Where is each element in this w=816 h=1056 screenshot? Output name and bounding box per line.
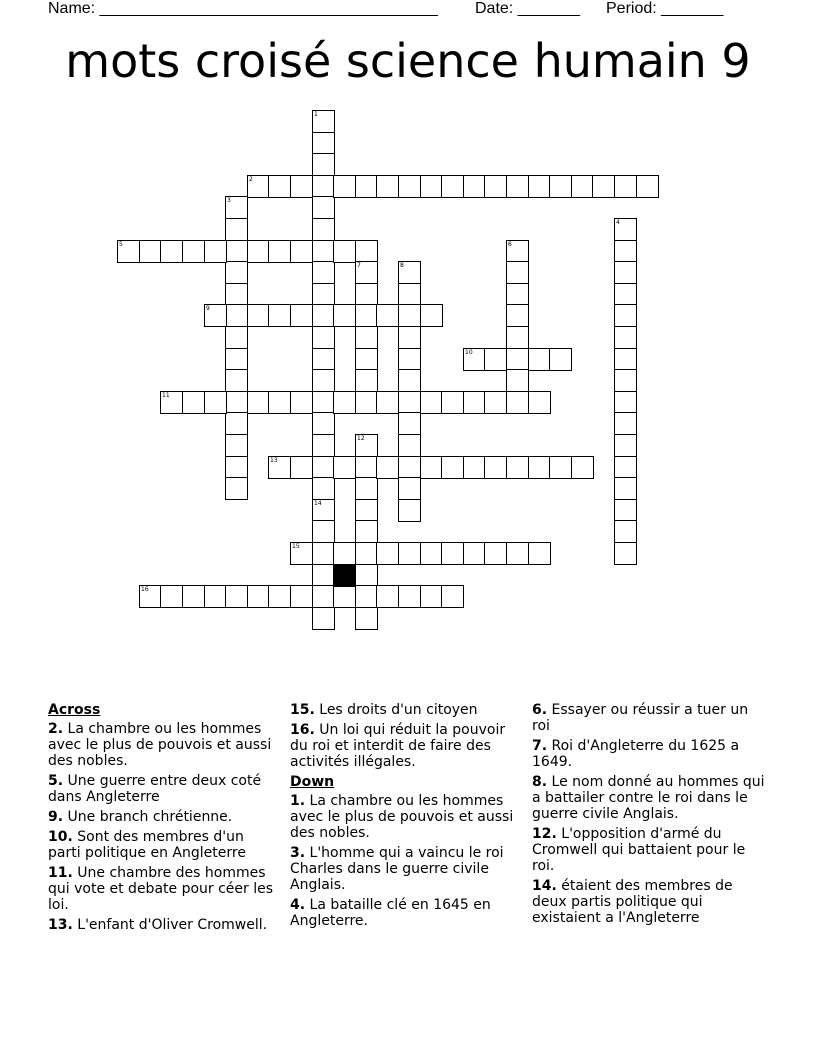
crossword-cell[interactable]: [441, 175, 464, 198]
crossword-cell[interactable]: [506, 304, 529, 327]
crossword-cell[interactable]: [528, 175, 551, 198]
crossword-cell[interactable]: [182, 585, 205, 608]
crossword-cell[interactable]: [355, 283, 378, 306]
crossword-cell[interactable]: [225, 283, 248, 306]
crossword-cell[interactable]: [506, 456, 529, 479]
crossword-black-square: [333, 564, 356, 587]
crossword-cell[interactable]: [398, 585, 421, 608]
crossword-cell[interactable]: [614, 348, 637, 371]
crossword-cell[interactable]: [247, 391, 270, 414]
clue-number: 14: [314, 500, 322, 507]
crossword-cell[interactable]: [160, 240, 183, 263]
crossword-cell[interactable]: [420, 456, 443, 479]
crossword-cell[interactable]: [376, 391, 399, 414]
crossword-cell[interactable]: [312, 175, 335, 198]
crossword-cell[interactable]: [290, 456, 313, 479]
crossword-cell[interactable]: [225, 477, 248, 500]
crossword-cell[interactable]: [506, 326, 529, 349]
crossword-cell[interactable]: [355, 564, 378, 587]
page-title: mots croisé science humain 9: [65, 34, 751, 88]
crossword-cell[interactable]: [225, 391, 248, 414]
crossword-cell[interactable]: [268, 304, 291, 327]
crossword-cell[interactable]: [355, 585, 378, 608]
crossword-cell[interactable]: [528, 456, 551, 479]
crossword-cell[interactable]: [290, 391, 313, 414]
crossword-cell[interactable]: [398, 391, 421, 414]
crossword-cell[interactable]: [549, 348, 572, 371]
down-clue: 7. Roi d'Angleterre du 1625 a 1649.: [532, 738, 740, 770]
crossword-cell[interactable]: [182, 240, 205, 263]
clue-number: 15: [292, 543, 300, 550]
crossword-cell[interactable]: [484, 542, 507, 565]
crossword-cell[interactable]: [636, 175, 659, 198]
crossword-cell[interactable]: [312, 348, 335, 371]
clue-number: 1: [314, 111, 318, 118]
crossword-cell[interactable]: [204, 585, 227, 608]
clue-number: 7: [357, 262, 361, 269]
crossword-cell[interactable]: [549, 175, 572, 198]
down-clue: 1. La chambre ou les hommes avec le plus de pouvois et aussi des nobles.: [290, 793, 514, 841]
crossword-cell[interactable]: [355, 520, 378, 543]
crossword-cell[interactable]: [376, 456, 399, 479]
crossword-cell[interactable]: [614, 369, 637, 392]
crossword-cell[interactable]: [312, 564, 335, 587]
clue-number: 6: [508, 241, 512, 248]
crossword-cell[interactable]: [225, 585, 248, 608]
crossword-cell[interactable]: [398, 348, 421, 371]
across-heading: Across: [48, 702, 101, 718]
crossword-cell[interactable]: [398, 412, 421, 435]
crossword-cell[interactable]: [441, 585, 464, 608]
across-clue: 5. Une guerre entre deux coté dans Angleterre: [48, 773, 262, 805]
crossword-cell[interactable]: [420, 304, 443, 327]
crossword-cell[interactable]: [139, 240, 162, 263]
crossword-cell[interactable]: [614, 542, 637, 565]
crossword-cell[interactable]: [506, 261, 529, 284]
crossword-cell[interactable]: [506, 369, 529, 392]
crossword-cell[interactable]: [355, 304, 378, 327]
clue-number: 11: [162, 392, 170, 399]
crossword-cell[interactable]: [312, 283, 335, 306]
crossword-cell[interactable]: [225, 326, 248, 349]
crossword-cell[interactable]: [290, 240, 313, 263]
down-clue: 8. Le nom donné au hommes qui a battailer contre le roi dans le guerre civile Anglais.: [532, 774, 765, 822]
crossword-cell[interactable]: [312, 477, 335, 500]
crossword-cell[interactable]: [355, 240, 378, 263]
name-field-label: Name: ______________________________________: [48, 0, 438, 17]
crossword-cell[interactable]: [463, 175, 486, 198]
crossword-cell[interactable]: [398, 175, 421, 198]
crossword-cell[interactable]: [290, 585, 313, 608]
crossword-cell[interactable]: [355, 348, 378, 371]
clue-column-3: [532, 702, 768, 930]
crossword-cell[interactable]: [614, 240, 637, 263]
crossword-cell[interactable]: [463, 542, 486, 565]
crossword-cell[interactable]: [528, 391, 551, 414]
crossword-cell[interactable]: [614, 412, 637, 435]
clue-column-1: [48, 702, 276, 937]
crossword-cell[interactable]: [463, 391, 486, 414]
crossword-cell[interactable]: [398, 283, 421, 306]
crossword-cell[interactable]: [398, 542, 421, 565]
crossword-cell[interactable]: [614, 456, 637, 479]
crossword-cell[interactable]: [333, 175, 356, 198]
crossword-cell[interactable]: [355, 477, 378, 500]
crossword-cell[interactable]: [614, 499, 637, 522]
crossword-cell[interactable]: [204, 240, 227, 263]
date-field-label: Date: _______: [475, 0, 580, 17]
crossword-cell[interactable]: [225, 261, 248, 284]
crossword-cell[interactable]: [571, 175, 594, 198]
crossword-cell[interactable]: [355, 369, 378, 392]
crossword-cell[interactable]: [484, 175, 507, 198]
crossword-cell[interactable]: [312, 326, 335, 349]
crossword-cell[interactable]: [614, 326, 637, 349]
crossword-cell[interactable]: [355, 326, 378, 349]
crossword-cell[interactable]: [355, 499, 378, 522]
clue-number: 16: [141, 586, 149, 593]
crossword-cell[interactable]: [225, 218, 248, 241]
clue-number: 4: [616, 219, 620, 226]
crossword-cell[interactable]: [312, 369, 335, 392]
crossword-cell[interactable]: [225, 412, 248, 435]
crossword-cell[interactable]: [268, 585, 291, 608]
crossword-cell[interactable]: [420, 542, 443, 565]
crossword-cell[interactable]: [204, 391, 227, 414]
across-clue: 15. Les droits d'un citoyen: [290, 702, 478, 718]
crossword-cell[interactable]: [225, 369, 248, 392]
crossword-cell[interactable]: [312, 196, 335, 219]
crossword-cell[interactable]: [312, 132, 335, 155]
crossword-cell[interactable]: [312, 261, 335, 284]
crossword-cell[interactable]: [225, 456, 248, 479]
crossword-cell[interactable]: [355, 607, 378, 630]
crossword-cell[interactable]: [441, 456, 464, 479]
crossword-cell[interactable]: [182, 391, 205, 414]
crossword-cell[interactable]: [312, 607, 335, 630]
crossword-cell[interactable]: [312, 542, 335, 565]
down-heading: Down: [290, 774, 335, 790]
crossword-cell[interactable]: [614, 175, 637, 198]
crossword-cell[interactable]: [398, 499, 421, 522]
crossword-cell[interactable]: [614, 391, 637, 414]
clue-number: 3: [227, 197, 231, 204]
down-clue: 14. étaient des membres de deux partis politique qui existaient a l'Angleterre: [532, 878, 733, 926]
clue-number: 2: [249, 176, 253, 183]
clue-number: 13: [270, 457, 278, 464]
crossword-cell[interactable]: [268, 175, 291, 198]
crossword-cell[interactable]: [614, 520, 637, 543]
clue-number: 10: [465, 349, 473, 356]
crossword-cell[interactable]: [528, 348, 551, 371]
crossword-cell[interactable]: [247, 585, 270, 608]
crossword-cell[interactable]: [528, 542, 551, 565]
crossword-cell[interactable]: [268, 391, 291, 414]
crossword-cell[interactable]: [247, 304, 270, 327]
crossword-cell[interactable]: [333, 542, 356, 565]
crossword-cell[interactable]: [376, 585, 399, 608]
crossword-cell[interactable]: [312, 456, 335, 479]
crossword-cell[interactable]: [506, 391, 529, 414]
crossword-cell[interactable]: [225, 240, 248, 263]
clue-number: 9: [206, 305, 210, 312]
crossword-cell[interactable]: [355, 391, 378, 414]
crossword-cell[interactable]: [312, 240, 335, 263]
crossword-cell[interactable]: [333, 456, 356, 479]
crossword-cell[interactable]: [420, 585, 443, 608]
down-clue: 4. La bataille clé en 1645 en Angleterre.: [290, 897, 491, 929]
crossword-cell[interactable]: [614, 434, 637, 457]
crossword-cell[interactable]: [398, 304, 421, 327]
crossword-cell[interactable]: [312, 153, 335, 176]
crossword-cell[interactable]: [420, 175, 443, 198]
crossword-cell[interactable]: [225, 434, 248, 457]
crossword-cell[interactable]: [614, 304, 637, 327]
crossword-cell[interactable]: [312, 585, 335, 608]
across-clue: 13. L'enfant d'Oliver Cromwell.: [48, 917, 268, 933]
crossword-cell[interactable]: [614, 261, 637, 284]
down-clue: 3. L'homme qui a vaincu le roi Charles dans le guerre civile Anglais.: [290, 845, 504, 893]
crossword-cell[interactable]: [355, 456, 378, 479]
crossword-cell[interactable]: [312, 520, 335, 543]
crossword-cell[interactable]: [441, 391, 464, 414]
crossword-cell[interactable]: [247, 240, 270, 263]
across-clue: 9. Une branch chrétienne.: [48, 809, 233, 825]
period-field-label: Period: _______: [606, 0, 724, 17]
crossword-cell[interactable]: [463, 456, 486, 479]
across-clue: 16. Un loi qui réduit la pouvoir du roi et interdit de faire des activités illégales.: [290, 722, 506, 770]
crossword-cell[interactable]: [333, 304, 356, 327]
crossword-cell[interactable]: [592, 175, 615, 198]
crossword-cell[interactable]: [506, 542, 529, 565]
crossword-cell[interactable]: [355, 175, 378, 198]
crossword-cell[interactable]: [398, 456, 421, 479]
crossword-cell[interactable]: [506, 348, 529, 371]
crossword-cell[interactable]: [333, 585, 356, 608]
crossword-cell[interactable]: [484, 348, 507, 371]
crossword-cell[interactable]: [355, 542, 378, 565]
down-clue: 12. L'opposition d'armé du Cromwell qui battaient pour le roi.: [532, 826, 746, 874]
crossword-cell[interactable]: [333, 240, 356, 263]
down-clue: 6. Essayer ou réussir a tuer un roi: [532, 702, 749, 734]
across-clue: 2. La chambre ou les hommes avec le plus de pouvois et aussi des nobles.: [48, 721, 272, 769]
crossword-cell[interactable]: [420, 391, 443, 414]
crossword-cell[interactable]: [398, 369, 421, 392]
clue-number: 12: [357, 435, 365, 442]
crossword-cell[interactable]: [268, 240, 291, 263]
crossword-cell[interactable]: [225, 304, 248, 327]
crossword-cell[interactable]: [398, 326, 421, 349]
crossword-cell[interactable]: [290, 304, 313, 327]
crossword-cell[interactable]: [398, 477, 421, 500]
crossword-cell[interactable]: [312, 412, 335, 435]
crossword-cell[interactable]: [549, 456, 572, 479]
crossword-cell[interactable]: [614, 477, 637, 500]
crossword-cell[interactable]: [484, 456, 507, 479]
crossword-cell[interactable]: [290, 175, 313, 198]
crossword-cell[interactable]: [614, 283, 637, 306]
crossword-cell[interactable]: [312, 304, 335, 327]
crossword-cell[interactable]: [333, 391, 356, 414]
crossword-cell[interactable]: [312, 218, 335, 241]
clue-number: 5: [119, 241, 123, 248]
crossword-cell[interactable]: [506, 283, 529, 306]
crossword-cell[interactable]: [312, 434, 335, 457]
crossword-cell[interactable]: [312, 391, 335, 414]
crossword-cell[interactable]: [441, 542, 464, 565]
crossword-cell[interactable]: [160, 585, 183, 608]
crossword-cell[interactable]: [398, 434, 421, 457]
across-clue: 10. Sont des membres d'un parti politique en Angleterre: [48, 829, 246, 861]
clue-column-2: [290, 702, 518, 933]
crossword-cell[interactable]: [376, 542, 399, 565]
crossword-cell[interactable]: [376, 175, 399, 198]
crossword-cell[interactable]: [571, 456, 594, 479]
crossword-cell[interactable]: [506, 175, 529, 198]
crossword-cell[interactable]: [376, 304, 399, 327]
crossword-cell[interactable]: [225, 348, 248, 371]
clue-number: 8: [400, 262, 404, 269]
crossword-cell[interactable]: [484, 391, 507, 414]
across-clue: 11. Une chambre des hommes qui vote et debate pour céer les loi.: [48, 865, 274, 913]
